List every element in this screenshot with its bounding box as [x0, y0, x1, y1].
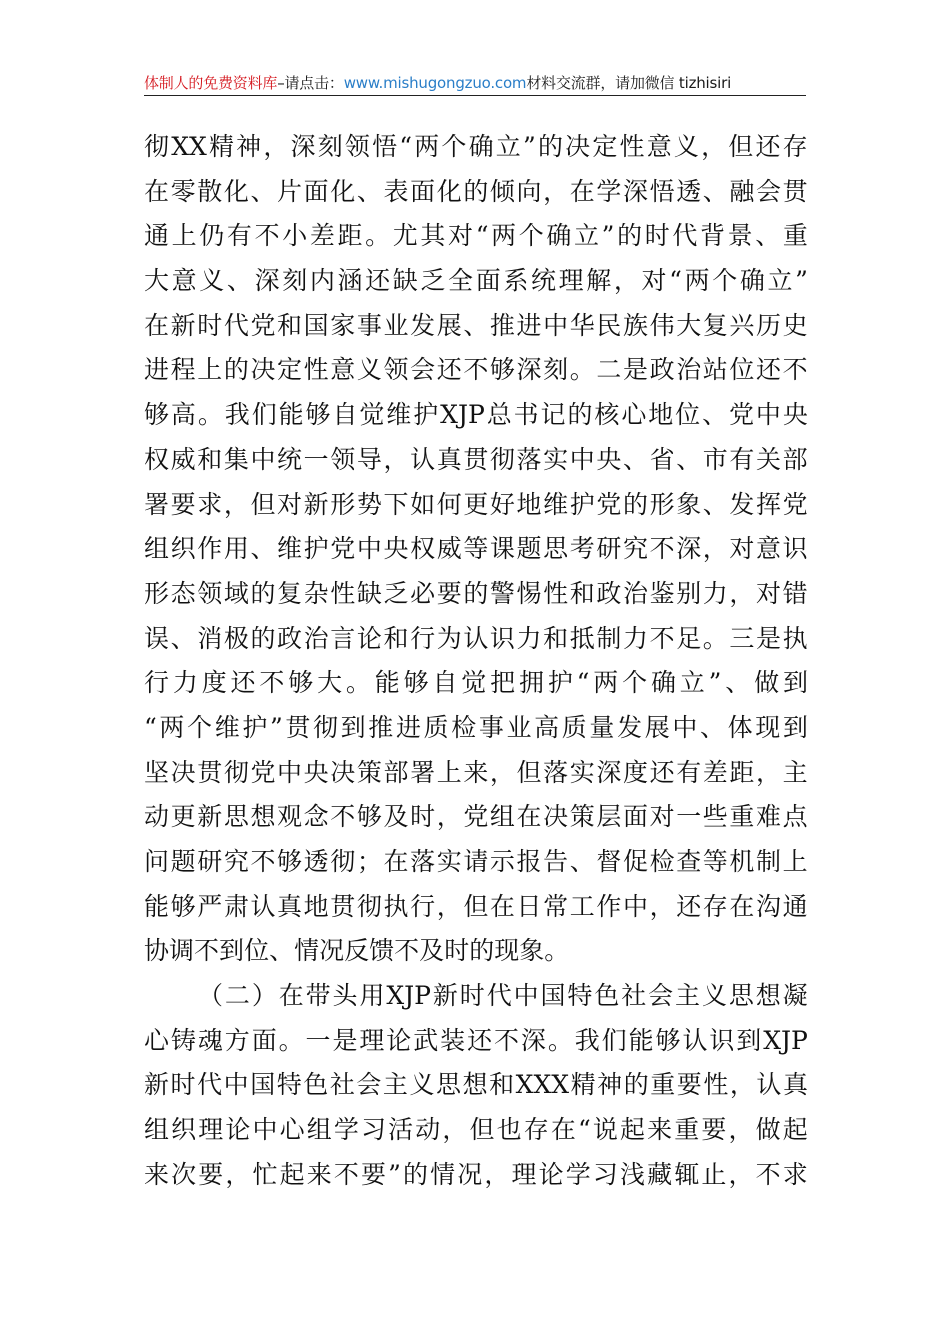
text-line: 组 织 理 论 中 心 组 学 习 活 动 ， 但 也 存 在 “ 说 起 来 重 要 ， 做 起 [144, 1115, 808, 1145]
text-line: 形 态 领 域 的 复 杂 性 缺 乏 必 要 的 警 惕 性 和 政 治 鉴 别 力 ， 对 错 [144, 578, 808, 608]
document-body [144, 125, 808, 1198]
text-line: 动 更 新 思 想 观 念 不 够 及 时 ， 党 组 在 决 策 层 面 对 一 些 重 难 点 [144, 802, 808, 832]
text-line: 心 铸 魂 方 面 。 一 是 理 论 武 装 还 不 深 。 我 们 能 够 认 识 到 XJP [144, 1025, 808, 1055]
header-brand: 体制人的免费资料库 [144, 74, 278, 92]
paragraph-heading-line: （ 二 ） 在 带 头 用 XJP 新 时 代 中 国 特 色 社 会 主 义 思 想 凝 [198, 981, 808, 1011]
text-line: 进 程 上 的 决 定 性 意 义 领 会 还 不 够 深 刻 。 二 是 政 治 站 位 还 不 [144, 355, 808, 385]
text-line: 大 意 义 、 深 刻 内 涵 还 缺 乏 全 面 系 统 理 解 ， 对 “ 两 个 确 立 ” [144, 266, 808, 296]
text-line: 能 够 严 肃 认 真 地 贯 彻 执 行 ， 但 在 日 常 工 作 中 ， 还 存 在 沟 通 [144, 891, 808, 921]
text-line: 在 新 时 代 党 和 国 家 事 业 发 展 、 推 进 中 华 民 族 伟 大 复 兴 历 史 [144, 310, 808, 340]
text-line: 来 次 要 ， 忙 起 来 不 要 ” 的 情 况 ， 理 论 学 习 浅 藏 辄 止 ， 不 求 [144, 1159, 808, 1189]
text-line: 新 时 代 中 国 特 色 社 会 主 义 思 想 和 XXX 精 神 的 重 要 性 ， 认 真 [144, 1070, 808, 1100]
text-line: 权 威 和 集 中 统 一 领 导 ， 认 真 贯 彻 落 实 中 央 、 省 、 市 有 关 部 [144, 444, 808, 474]
header-prompt: –请点击： [277, 74, 344, 92]
text-line: 坚 决 贯 彻 党 中 央 决 策 部 署 上 来 ， 但 落 实 深 度 还 有 差 距 ， 主 [144, 757, 808, 787]
text-line: 彻 XX 精 神 ， 深 刻 领 悟 “ 两 个 确 立 ” 的 决 定 性 意 义 ， 但 还 存 [144, 132, 808, 161]
text-line: 署 要 求 ， 但 对 新 形 势 下 如 何 更 好 地 维 护 党 的 形 象 、 发 挥 党 [144, 489, 808, 519]
header-divider [144, 95, 806, 96]
text-line: 组 织 作 用 、 维 护 党 中 央 权 威 等 课 题 思 考 研 究 不 深 ， 对 意 识 [144, 534, 808, 564]
text-line: 够 高 。 我 们 能 够 自 觉 维 护 XJP 总 书 记 的 核 心 地 位 、 党 中 央 [144, 400, 808, 430]
text-line: 协 调 不 到 位 、 情 况 反 馈 不 及 时 的 现 象 。 [144, 936, 570, 966]
text-line: 行 力 度 还 不 够 大 。 能 够 自 觉 把 拥 护 “ 两 个 确 立 ” 、 做 到 [144, 668, 808, 698]
page-header [144, 72, 806, 94]
text-line: 误 、 消 极 的 政 治 言 论 和 行 为 认 识 力 和 抵 制 力 不 足 。 三 是 执 [144, 623, 808, 653]
text-line: “ 两 个 维 护 ” 贯 彻 到 推 进 质 检 事 业 高 质 量 发 展 中 、 体 现 到 [144, 712, 808, 742]
header-link[interactable]: www.mishugongzuo.com [343, 74, 527, 92]
header-tail: 材料交流群，请加微信 tizhisiri [526, 74, 732, 92]
text-line: 通 上 仍 有 不 小 差 距 。 尤 其 对 “ 两 个 确 立 ” 的 时 代 背 景 、 重 [144, 221, 808, 251]
text-line: 在 零 散 化 、 片 面 化 、 表 面 化 的 倾 向 ， 在 学 深 悟 透 、 融 会 贯 [144, 176, 808, 206]
text-line: 问 题 研 究 不 够 透 彻 ； 在 落 实 请 示 报 告 、 督 促 检 查 等 机 制 上 [144, 847, 808, 876]
